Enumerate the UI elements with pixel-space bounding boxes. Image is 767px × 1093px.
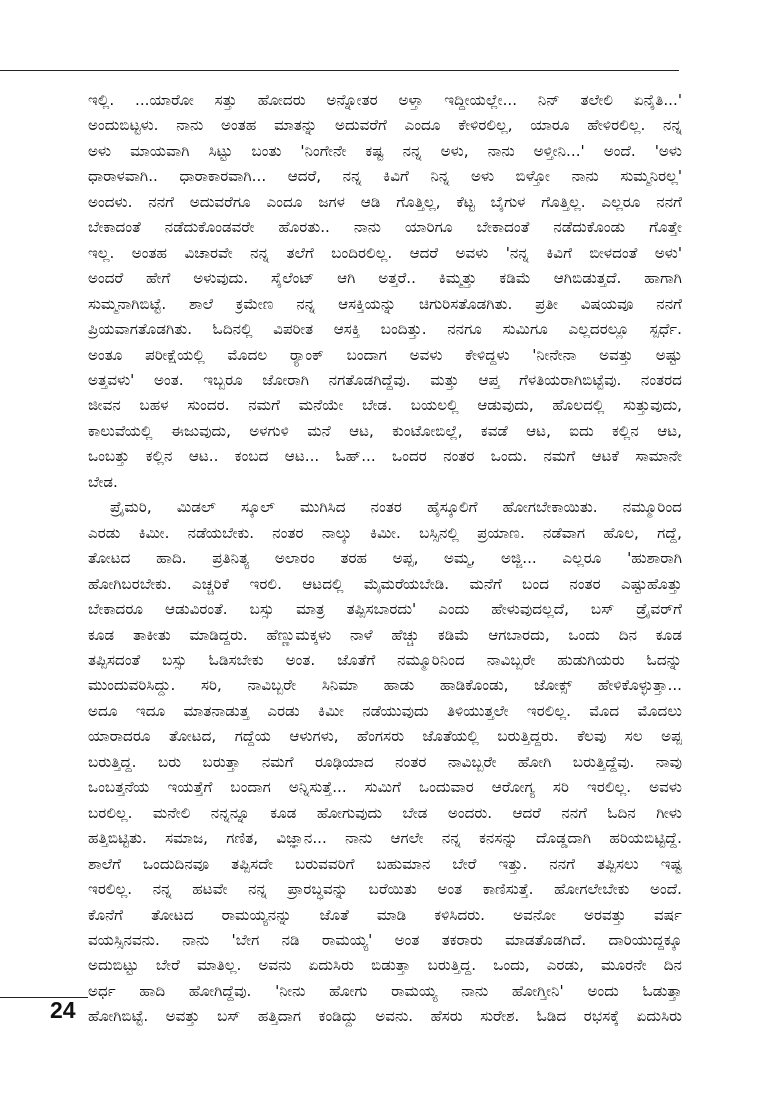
paragraph-1 (88, 88, 682, 495)
text-line: ಇಲ್ಲ. ಅಂತಹ ವಿಚಾರವೇ ನನ್ನ ತಲೆಗೆ ಬಂದಿರಲಿಲ್ಲ. ಆದರೆ ಅವಳು 'ನನ್ನ ಕಿವಿಗೆ ಬೀಳದಂತೆ ಅಳು' (88, 243, 682, 262)
text-line: ಒಂಬತ್ತು ಕಲ್ಲಿನ ಆಟ.. ಕಂಬದ ಆಟ... ಓಹ್... ಒಂದರ ನಂತರ ಒಂದು. ನಮಗೆ ಆಟಕೆ ಸಾಮಾನೇ (88, 447, 682, 466)
text-line: ಎರಡು ಕಿಮೀ. ನಡೆಯಬೇಕು. ನಂತರ ನಾಲ್ಕು ಕಿಮೀ. ಬಸ್ಸಿನಲ್ಲಿ ಪ್ರಯಾಣ. ನಡೆವಾಗ ಹೊಲ, ಗದ್ದೆ, (88, 523, 682, 542)
text-line: ಜೀವನ ಬಹಳ ಸುಂದರ. ನಮಗೆ ಮನೆಯೇ ಬೇಡ. ಬಯಲಲ್ಲಿ ಆಡುವುದು, ಹೊಲದಲ್ಲಿ ಸುತ್ತುವುದು, (88, 396, 682, 415)
text-line: ಶಾಲೆಗೆ ಒಂದುದಿನವೂ ತಪ್ಪಿಸದೇ ಬರುವವರಿಗೆ ಬಹುಮಾನ ಬೇರೆ ಇತ್ತು. ನನಗೆ ತಪ್ಪಿಸಲು ಇಷ್ಟ (88, 854, 682, 873)
text-line: ಪ್ರಿಯವಾಗತೊಡಗಿತು. ಓದಿನಲ್ಲಿ ವಿಪರೀತ ಆಸಕ್ತಿ ಬಂದಿತ್ತು. ನನಗೂ ಸುಮಿಗೂ ಎಲ್ಲದರಲ್ಲೂ ಸ್ಪರ್ಧೆ. (88, 320, 682, 339)
text-line: ಕೊನೆಗೆ ತೋಟದ ರಾಮಯ್ಯನನ್ನು ಜೊತೆ ಮಾಡಿ ಕಳಿಸಿದರು. ಅವನೋ ಅರವತ್ತು ವರ್ಷ (88, 905, 682, 924)
text-line: ಬರುತ್ತಿದ್ದ. ಬರು ಬರುತ್ತಾ ನಮಗೆ ರೂಢಿಯಾದ ನಂತರ ನಾವಿಬ್ಬರೇ ಹೋಗಿ ಬರುತ್ತಿದ್ದೆವು. ನಾವು (88, 752, 682, 771)
text-line: ಧಾರಾಳವಾಗಿ.. ಧಾರಾಕಾರವಾಗಿ... ಆದರೆ, ನನ್ನ ಕಿವಿಗೆ ನಿನ್ನ ಅಳು ಬಿಳ್ತೋ ನಾನು ಸುಮ್ಮನಿರಲ್ಲ' (88, 167, 682, 186)
text-line: ಬರಲಿಲ್ಲ. ಮನೇಲಿ ನನ್ನನ್ನೂ ಕೂಡ ಹೋಗುವುದು ಬೇಡ ಅಂದರು. ಆದರೆ ನನಗೆ ಓದಿನ ಗೀಳು (88, 803, 682, 822)
paragraph-2 (88, 495, 682, 1030)
text-line: ಅಂದಳು. ನನಗೆ ಅದುವರೆಗೂ ಎಂದೂ ಜಗಳ ಆಡಿ ಗೊತ್ತಿಲ್ಲ, ಕೆಟ್ಟ ಬೈಗುಳ ಗೊತ್ತಿಲ್ಲ. ಎಲ್ಲರೂ ನನಗೆ (88, 192, 682, 211)
text-line: ಅಂತೂ ಪರೀಕ್ಷೆಯಲ್ಲಿ ಮೊದಲ ರ್‍ಯಾಂಕ್ ಬಂದಾಗ ಅವಳು ಕೇಳಿದ್ದಳು 'ನೀನೇನಾ ಅವತ್ತು ಅಷ್ಟು (88, 345, 682, 364)
header-rule (0, 70, 679, 71)
text-line: ಒಂಬತ್ತನೆಯ ಇಯತ್ತೆಗೆ ಬಂದಾಗ ಅನ್ನಿಸುತ್ತೆ... ಸುಮಿಗೆ ಒಂದುವಾರ ಆರೋಗ್ಯ ಸರಿ ಇರಲಿಲ್ಲ. ಅವಳು (88, 778, 682, 797)
text-line: ಅದೂ ಇದೂ ಮಾತನಾಡುತ್ತ ಎರಡು ಕಿಮೀ ನಡೆಯುವುದು ತಿಳಿಯುತ್ತಲೇ ಇರಲಿಲ್ಲ. ಮೊದ ಮೊದಲು (88, 701, 682, 720)
text-line: ಬೇಕಾದರೂ ಆಡುವಿರಂತೆ. ಬಸ್ಸು ಮಾತ್ರ ತಪ್ಪಿಸಬಾರದು' ಎಂದು ಹೇಳುವುದಲ್ಲದೆ, ಬಸ್ ಡ್ರೈವರ್‌ಗೆ (88, 600, 682, 619)
page-body (88, 88, 682, 1030)
text-line: ಬೇಕಾದಂತೆ ನಡೆದುಕೊಂಡವರೇ ಹೊರತು.. ನಾನು ಯಾರಿಗೂ ಬೇಕಾದಂತೆ ನಡೆದುಕೊಂಡು ಗೊತ್ತೇ (88, 218, 682, 237)
text-line: ಸುಮ್ಮನಾಗಿಬಿಟ್ಟೆ. ಶಾಲೆ ಕ್ರಮೇಣ ನನ್ನ ಆಸಕ್ತಿಯನ್ನು ಚಿಗುರಿಸತೊಡಗಿತು. ಪ್ರತೀ ವಿಷಯವೂ ನನಗೆ (88, 294, 682, 313)
text-line: ಕೂಡ ತಾಕೀತು ಮಾಡಿದ್ದರು. ಹೆಣ್ಣುಮಕ್ಕಳು ನಾಳೆ ಹೆಚ್ಚು ಕಡಿಮೆ ಆಗಬಾರದು, ಒಂದು ದಿನ ಕೂಡ (88, 625, 682, 644)
page-number: 24 (50, 997, 76, 1023)
text-line: ಹತ್ತಿಬಿಟ್ಟಿತು. ಸಮಾಜ, ಗಣಿತ, ವಿಜ್ಞಾನ... ನಾನು ಆಗಲೇ ನನ್ನ ಕನಸನ್ನು ದೊಡ್ಡದಾಗಿ ಹರಿಯಬಿಟ್ಟಿದ್ದೆ. (88, 829, 682, 848)
text-line: ಹೋಗಿಬಿಟ್ಟೆ. ಅವತ್ತು ಬಸ್ ಹತ್ತಿದಾಗ ಕಂಡಿದ್ದು ಅವನು. ಹೆಸರು ಸುರೇಶ. ಓಡಿದ ರಭಸಕ್ಕೆ ಏದುಸಿರು (88, 1007, 682, 1026)
text-line: ಮುಂದುವರಿಸಿದ್ದು. ಸರಿ, ನಾವಿಬ್ಬರೇ ಸಿನಿಮಾ ಹಾಡು ಹಾಡಿಕೊಂಡು, ಜೋಕ್ಸ್ ಹೇಳಿಕೊಳ್ಳುತ್ತಾ... (88, 676, 682, 695)
text-line: ತಪ್ಪಿಸದಂತೆ ಬಸ್ಸು ಓಡಿಸಬೇಕು ಅಂತ. ಜೊತೆಗೆ ನಮ್ಮೂರಿನಿಂದ ನಾವಿಬ್ಬರೇ ಹುಡುಗಿಯರು ಓದನ್ನು (88, 650, 682, 669)
text-line: ಹೋಗಿಬರಬೇಕು. ಎಚ್ಚರಿಕೆ ಇರಲಿ. ಆಟದಲ್ಲಿ ಮೈಮರೆಯಬೇಡಿ. ಮನೆಗೆ ಬಂದ ನಂತರ ಎಷ್ಟುಹೊತ್ತು (88, 574, 682, 593)
text-line: ಕಾಲುವೆಯಲ್ಲಿ ಈಜುವುದು, ಅಳಗುಳಿ ಮನೆ ಆಟ, ಕುಂಟೋಬಿಲ್ಲೆ, ಕವಡೆ ಆಟ, ಐದು ಕಲ್ಲಿನ ಆಟ, (88, 421, 682, 440)
text-line: ಅರ್ಧ ಹಾದಿ ಹೋಗಿದ್ದೆವು. 'ನೀನು ಹೋಗು ರಾಮಯ್ಯ ನಾನು ಹೋಗ್ತೀನಿ' ಅಂದು ಓಡುತ್ತಾ (88, 981, 682, 1000)
text-line: ವಯಸ್ಸಿನವನು. ನಾನು 'ಬೇಗ ನಡಿ ರಾಮಯ್ಯ' ಅಂತ ತಕರಾರು ಮಾಡತೊಡಗಿದೆ. ದಾರಿಯುದ್ದಕ್ಕೂ (88, 930, 682, 949)
text-line: ಪ್ರೈಮರಿ, ಮಿಡಲ್ ಸ್ಕೂಲ್ ಮುಗಿಸಿದ ನಂತರ ಹೈಸ್ಕೂಲಿಗೆ ಹೋಗಬೇಕಾಯಿತು. ನಮ್ಮೂರಿಂದ (110, 498, 682, 517)
text-line: ತೋಟದ ಹಾದಿ. ಪ್ರತಿನಿತ್ಯ ಅಲಾರಂ ತರಹ ಅಪ್ಪ, ಅಮ್ಮ, ಅಜ್ಜಿ... ಎಲ್ಲರೂ 'ಹುಶಾರಾಗಿ (88, 549, 682, 568)
text-line: ಇಲ್ಲಿ. ...ಯಾರೋ ಸತ್ತು ಹೋದರು ಅನ್ನೋತರ ಅಳ್ತಾ ಇದ್ದೀಯಲ್ಲೇ... ನಿನ್ ತಲೇಲಿ ಏನೈತಿ...' (88, 91, 682, 109)
text-line: ಅಳು ಮಾಯವಾಗಿ ಸಿಟ್ಟು ಬಂತು 'ನಿಂಗೇನೇ ಕಷ್ಟ ನನ್ನ ಅಳು, ನಾನು ಅಳ್ತೀನಿ...' ಅಂದೆ. 'ಅಳು (88, 141, 682, 160)
text-line: ಅಂದುಬಿಟ್ಟಳು. ನಾನು ಅಂತಹ ಮಾತನ್ನು ಅದುವರೆಗೆ ಎಂದೂ ಕೇಳಿರಲಿಲ್ಲ, ಯಾರೂ ಹೇಳಿರಲಿಲ್ಲ. ನನ್ನ (88, 116, 682, 135)
text-line: ಯಾರಾದರೂ ತೋಟದ, ಗದ್ದೆಯ ಆಳುಗಳು, ಹೆಂಗಸರು ಜೊತೆಯಲ್ಲಿ ಬರುತ್ತಿದ್ದರು. ಕೆಲವು ಸಲ ಅಪ್ಪ (88, 727, 682, 746)
text-line: ಅತ್ತವಳು' ಅಂತ. ಇಬ್ಬರೂ ಜೋರಾಗಿ ನಗತೊಡಗಿದ್ದೆವು. ಮತ್ತು ಆಪ್ತ ಗೆಳತಿಯರಾಗಿಬಿಟ್ಟೆವು. ನಂತರದ (88, 370, 682, 389)
text-line: ಅದುಬಿಟ್ಟು ಬೇರೆ ಮಾತಿಲ್ಲ. ಅವನು ಏದುಸಿರು ಬಿಡುತ್ತಾ ಬರುತ್ತಿದ್ದ. ಒಂದು, ಎರಡು, ಮೂರನೇ ದಿನ (88, 956, 682, 975)
text-line: ಬೇಡ. (88, 472, 118, 491)
text-line: ಇರಲಿಲ್ಲ. ನನ್ನ ಹಟವೇ ನನ್ನ ಪ್ರಾರಬ್ಧವನ್ನು ಬರೆಯಿತು ಅಂತ ಕಾಣಿಸುತ್ತೆ. ಹೋಗಲೇಬೇಕು ಅಂದೆ. (88, 880, 682, 899)
text-line: ಅಂದರೆ ಹೇಗೆ ಅಳುವುದು. ಸೈಲೆಂಟ್ ಆಗಿ ಅತ್ತರೆ.. ಕಿಮ್ಮತ್ತು ಕಡಿಮೆ ಆಗಿಬಿಡುತ್ತದೆ. ಹಾಗಾಗಿ (88, 269, 682, 288)
